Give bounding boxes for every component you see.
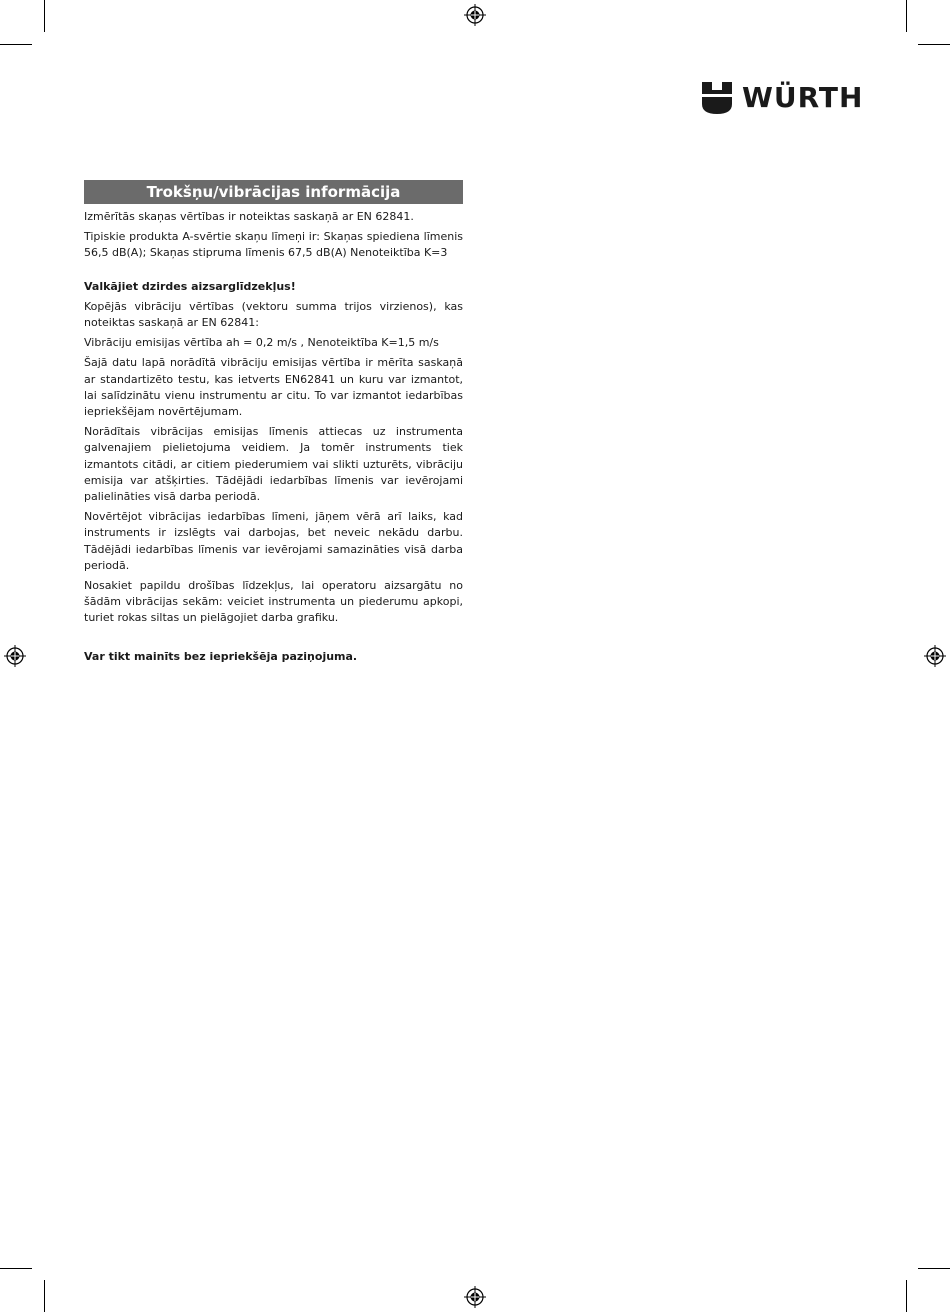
paragraph: Tipiskie produkta A-svērtie skaņu līmeņi ir: Skaņas spiediena līmenis 56,5 dB(A); Skaņas stipruma līmenis 67,5 dB(A) Nenoteiktība K=3 (84, 230, 463, 260)
paragraph: Vibrāciju emisijas vērtība ah = 0,2 m/s , Nenoteiktība K=1,5 m/s (84, 336, 439, 350)
crop-mark (44, 0, 45, 32)
registration-mark-icon (924, 645, 946, 667)
paragraph: Novērtējot vibrācijas iedarbības līmeni, jāņem vērā arī laiks, kad instruments ir izslēgts vai darbojas, bet neveic nekādu darbu. Tādējādi iedarbības līmenis var ievērojami samazināties visā darba periodā. (84, 510, 463, 572)
paragraph: Nosakiet papildu drošības līdzekļus, lai operatoru aizsargātu no šādām vibrācijas sekām: veiciet instrumenta un piederumu apkopi, turiet rokas siltas un pielāgojiet darba grafiku. (84, 579, 463, 625)
logo-text: WÜRTH (742, 81, 864, 114)
paragraph: Izmērītās skaņas vērtības ir noteiktas saskaņā ar EN 62841. (84, 210, 414, 223)
crop-mark (918, 44, 950, 45)
crop-mark (906, 1280, 907, 1312)
wurth-logo-icon (700, 80, 734, 116)
paragraph: Norādītais vibrācijas emisijas līmenis attiecas uz instrumenta galvenajiem pielietojuma veidiem. Ja tomēr instruments tiek izmantots citādi, ar citiem piederumiem vai slikti uzturēts, vibrāciju emisija var atšķirties. Tādējādi iedarbības līmenis var ievērojami palielināties visā darba periodā. (84, 425, 463, 504)
paragraph: Šajā datu lapā norādītā vibrāciju emisijas vērtība ir mērīta saskaņā ar standartizēto testu, kas ietverts EN62841 un kuru var izmantot, lai salīdzinātu vienu instrumentu ar citu. To var izmantot iedarbības iepriekšējam novērtējumam. (84, 356, 463, 419)
crop-mark (918, 1268, 950, 1269)
registration-mark-icon (4, 645, 26, 667)
change-notice: Var tikt mainīts bez iepriekšēja paziņojuma. (84, 649, 358, 663)
section-title: Trokšņu/vibrācijas informācija (84, 180, 463, 204)
wurth-logo (700, 80, 863, 116)
registration-mark-icon (464, 1286, 486, 1308)
noise-vibration-section (84, 180, 463, 669)
hearing-protection-warning: Valkājiet dzirdes aizsarglīdzekļus! (84, 279, 296, 293)
crop-mark (44, 1280, 45, 1312)
crop-mark (0, 1268, 32, 1269)
crop-mark (906, 0, 907, 32)
crop-mark (0, 44, 32, 45)
paragraph: Kopējās vibrāciju vērtības (vektoru summa trijos virzienos), kas noteiktas saskaņā ar EN 62841: (84, 299, 463, 330)
registration-mark-icon (464, 4, 486, 26)
